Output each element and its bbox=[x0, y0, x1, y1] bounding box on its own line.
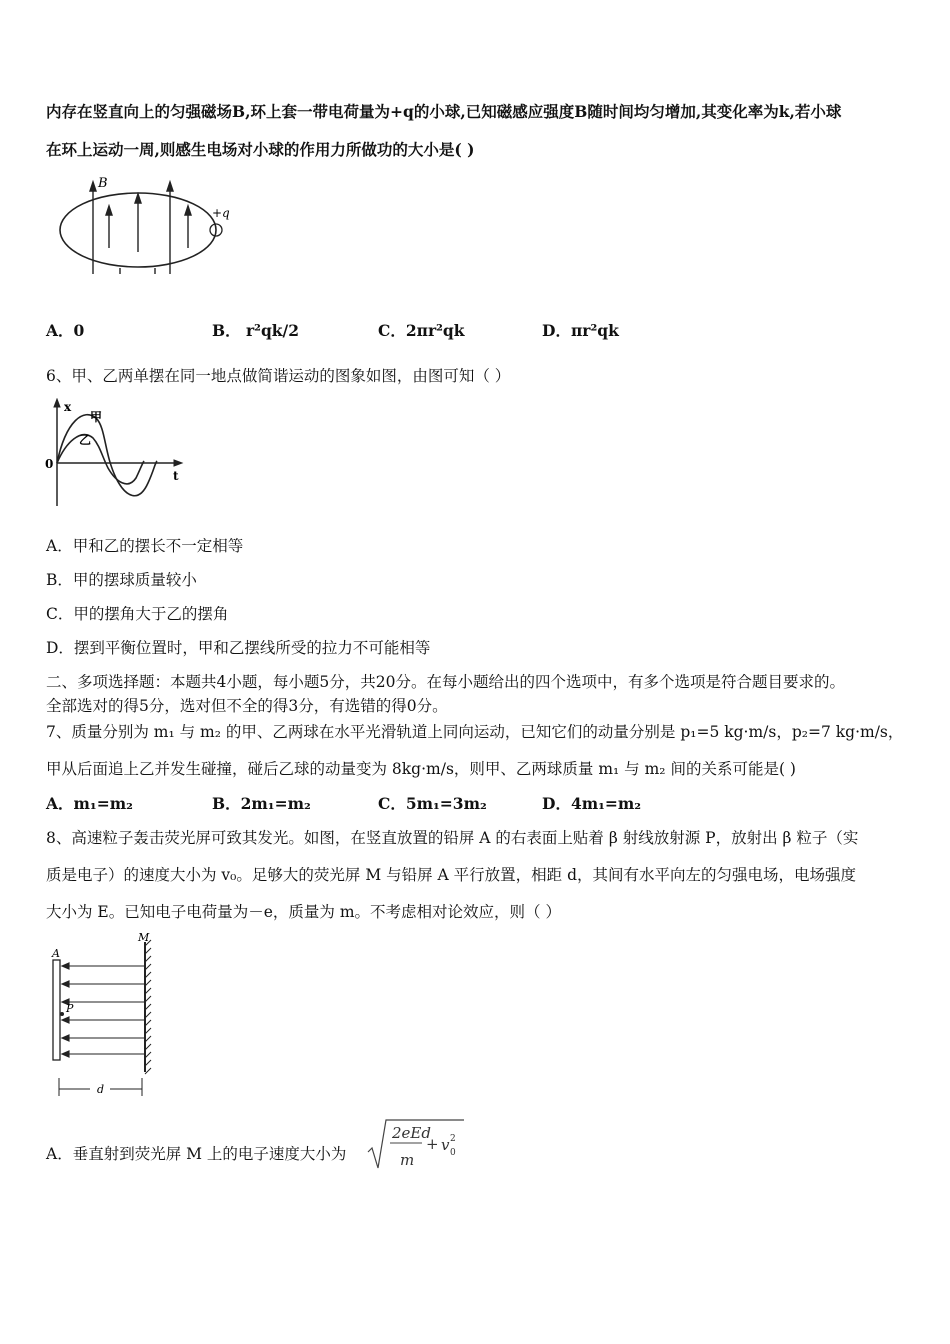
formula-denominator: m bbox=[400, 1151, 415, 1169]
label-a: A bbox=[52, 947, 60, 960]
source-p bbox=[60, 1012, 64, 1016]
formula-v: v bbox=[441, 1136, 450, 1154]
q6-option-a: A．甲和乙的摆长不一定相等 bbox=[46, 537, 244, 555]
axis-t-label: t bbox=[173, 469, 179, 483]
label-p: P bbox=[66, 1002, 74, 1015]
q6-stem: 6、甲、乙两单摆在同一地点做简谐运动的图象如图，由图可知（ ） bbox=[46, 367, 511, 385]
label-d: d bbox=[97, 1083, 105, 1096]
curve-jia-label: 甲 bbox=[90, 410, 103, 424]
q5-option-a: A．0 bbox=[46, 321, 85, 340]
formula-plus: + bbox=[426, 1135, 439, 1153]
formula-sup: 2 bbox=[450, 1134, 456, 1144]
q7-option-a: A．m₁=m₂ bbox=[46, 794, 133, 813]
q5-line-2: 在环上运动一周,则感生电场对小球的作用力所做功的大小是( ) bbox=[46, 140, 475, 159]
q7-option-b: B．2m₁=m₂ bbox=[212, 794, 311, 813]
lead-screen-a bbox=[53, 960, 60, 1060]
q8-line-1: 8、高速粒子轰击荧光屏可致其发光。如图，在竖直放置的铅屏 A 的右表面上贴着 β 射线放射源 P，放射出 β 粒子（实 bbox=[46, 829, 859, 847]
q8-line-3: 大小为 E。已知电子电荷量为－e，质量为 m。不考虑相对论效应，则（ ） bbox=[46, 903, 561, 921]
electric-field-lines bbox=[62, 963, 145, 1057]
q8-option-a-formula bbox=[366, 1116, 466, 1172]
label-m: M bbox=[138, 931, 150, 944]
q6-option-d: D．摆到平衡位置时，甲和乙摆线所受的拉力不可能相等 bbox=[46, 639, 431, 657]
q7-line-1: 7、质量分别为 m₁ 与 m₂ 的甲、乙两球在水平光滑轨道上同向运动，已知它们的动量分别是 p₁=5 kg·m/s，p₂=7 kg·m/s， bbox=[46, 723, 904, 741]
formula-numerator: 2eEd bbox=[392, 1124, 431, 1142]
curve-yi bbox=[57, 435, 144, 484]
q6-graph-figure bbox=[44, 398, 194, 510]
section2-line-1: 二、多项选择题：本题共4小题，每小题5分，共20分。在每小题给出的四个选项中，有多个选项是符合题目要求的。 bbox=[46, 673, 845, 691]
q6-option-b: B．甲的摆球质量较小 bbox=[46, 571, 197, 589]
q5-option-b: B． r²qk/2 bbox=[212, 321, 299, 340]
axis-x-label: x bbox=[64, 400, 72, 414]
q7-option-d: D．4m₁=m₂ bbox=[542, 794, 642, 813]
section2-line-2: 全部选对的得5分，选对但不全的得3分，有选错的得0分。 bbox=[46, 697, 448, 715]
q7-line-2: 甲从后面追上乙并发生碰撞，碰后乙球的动量变为 8kg·m/s，则甲、乙两球质量 m₁ 与 m₂ 间的关系可能是( ) bbox=[46, 760, 796, 778]
formula-sub: 0 bbox=[450, 1148, 456, 1158]
q5-line-1: 内存在竖直向上的匀强磁场B,环上套一带电荷量为+q的小球,已知磁感应强度B随时间均匀增加,其变化率为k,若小球 bbox=[46, 102, 842, 121]
q5-option-d: D．πr²qk bbox=[542, 321, 619, 340]
q8-field-figure bbox=[44, 930, 174, 1102]
graph-axes bbox=[54, 399, 182, 506]
origin-label: 0 bbox=[45, 457, 54, 471]
q8-option-a-text: A．垂直射到荧光屏 M 上的电子速度大小为 bbox=[46, 1145, 347, 1163]
curve-yi-label: 乙 bbox=[79, 433, 92, 447]
q5-ring-figure bbox=[55, 170, 245, 280]
q5-option-c: C．2πr²qk bbox=[378, 321, 465, 340]
q8-line-2: 质是电子）的速度大小为 v₀。足够大的荧光屏 M 与铅屏 A 平行放置，相距 d，其间有水平向左的匀强电场，电场强度 bbox=[46, 866, 857, 884]
fig-label-q: +q bbox=[212, 206, 230, 220]
q6-option-c: C．甲的摆角大于乙的摆角 bbox=[46, 605, 229, 623]
curve-jia bbox=[57, 415, 157, 496]
q7-option-c: C．5m₁=3m₂ bbox=[378, 794, 487, 813]
fig-label-b: B bbox=[98, 176, 108, 191]
